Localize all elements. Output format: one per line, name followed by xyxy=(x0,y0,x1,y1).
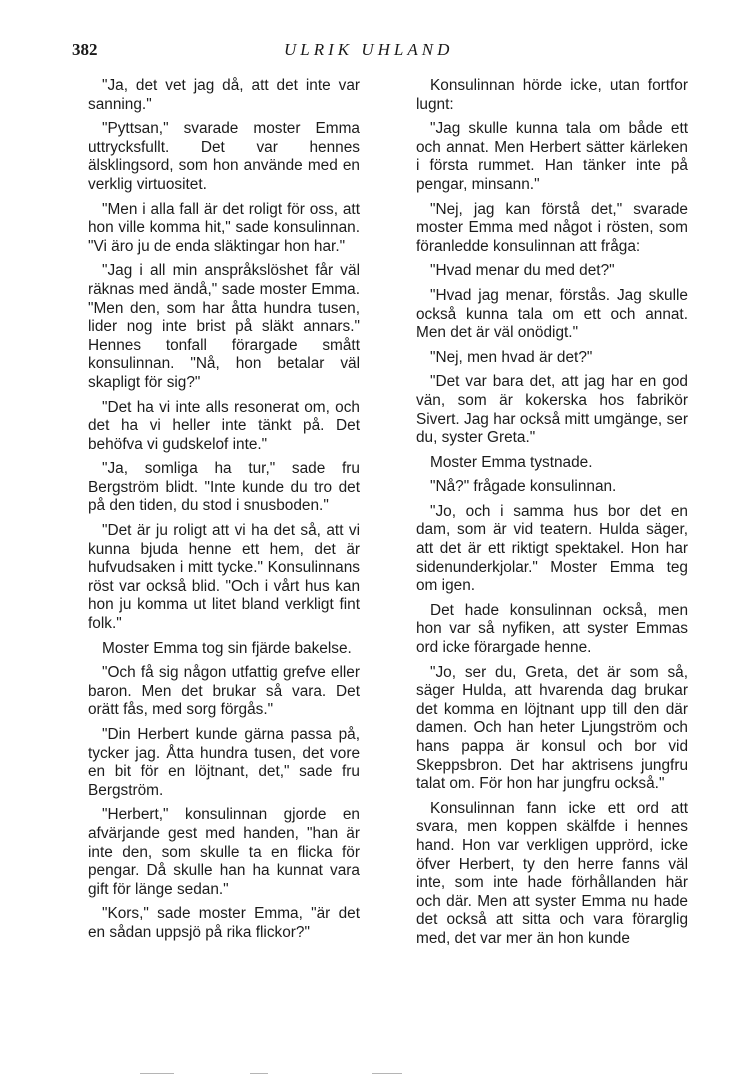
paragraph: "Jo, ser du, Greta, det är som så, säger Hulda, att hvarenda dag brukar det komma en löjtnant upp till den där damen. Och han heter Ljungström och hans pappa är konsul och bor vid Skeppsbron. Det har aktrisens jungfru talat om. För hon har jungfru också." xyxy=(416,663,688,793)
paragraph: "Ja, det vet jag då, att det inte var sanning." xyxy=(88,77,360,113)
paragraph: "Kors," sade moster Emma, "är det en sådan uppsjö på rika flickor?" xyxy=(88,905,360,941)
paragraph: "Jag skulle kunna tala om både ett och annat. Men Herbert sätter kärleken i första rummet. Han tänker inte på pengar, minsann." xyxy=(416,120,688,193)
paragraph: "Jag i all min anspråkslöshet får väl räknas med ändå," sade moster Emma. "Men den, som har åtta hundra tusen, lider nog inte brist på släkt annars." Hennes tonfall förargade smått konsulinnan. "Nå, hon betalar väl skapligt för sig?" xyxy=(88,262,360,391)
paragraph: "Din Herbert kunde gärna passa på, tycker jag. Åtta hundra tusen, det vore en bit för en löjtnant, det," sade fru Bergström. xyxy=(88,726,360,799)
scan-mark xyxy=(250,1073,268,1074)
paragraph: Konsulinnan fann icke ett ord att svara, men koppen skälfde i hennes hand. Hon var verkligen upprörd, icke öfver Herbert, ty den herre fanns väl inte, som inte hade förhållanden här och där. Men att syster Emma nu hade det också att sitta och vara förarglig med, det var mer än hon kunde xyxy=(416,799,688,947)
paragraph: "Hvad menar du med det?" xyxy=(430,262,615,280)
scan-mark xyxy=(140,1073,174,1074)
paragraph: "Nå?" frågade konsulinnan. xyxy=(430,478,617,496)
paragraph: "Hvad jag menar, förstås. Jag skulle också kunna tala om ett och annat. Men det är väl onödigt." xyxy=(416,286,688,342)
running-title: ULRIK UHLAND xyxy=(284,40,454,59)
paragraph: Moster Emma tog sin fjärde bakelse. xyxy=(102,639,352,657)
right-column xyxy=(416,77,688,955)
paragraph: Det hade konsulinnan också, men hon var så nyfiken, att syster Emmas ord icke förargade henne. xyxy=(416,601,688,657)
paragraph: "Nej, jag kan förstå det," svarade moster Emma med något i rösten, som föranledde konsulinnan att fråga: xyxy=(416,200,688,255)
paragraph: "Det var bara det, att jag har en god vän, som är kokerska hos fabrikör Sivert. Jag har också mitt umgänge, ser du, syster Greta." xyxy=(416,373,688,447)
paragraph: "Pyttsan," svarade moster Emma uttrycksfullt. Det var hennes älsklingsord, som hon använde med en verklig virtuositet. xyxy=(88,120,360,193)
page-number: 382 xyxy=(72,40,98,59)
page-header xyxy=(72,40,712,66)
scan-artifact-marks xyxy=(140,1072,440,1076)
paragraph: Konsulinnan hörde icke, utan fortfor lugnt: xyxy=(416,77,688,113)
paragraph: Moster Emma tystnade. xyxy=(430,453,593,471)
scan-mark xyxy=(372,1073,402,1074)
paragraph: "Nej, men hvad är det?" xyxy=(430,348,593,366)
left-column xyxy=(88,77,360,949)
paragraph: "Jo, och i samma hus bor det en dam, som är vid teatern. Hulda säger, att det är ett riktigt spektakel. Hon har sidenunderkjolar." Moster Emma teg om igen. xyxy=(416,502,688,595)
paragraph: "Det ha vi inte alls resonerat om, och det ha vi heller inte tänkt på. Det behöfva vi gudskelof inte." xyxy=(88,398,360,453)
paragraph: "Det är ju roligt att vi ha det så, att vi kunna bjuda henne ett hem, det är hufvudsaken i mitt tycke." Konsulinnans röst var också blid. "Och i vårt hus kan hon ju komma ut litet bland verkligt fint folk." xyxy=(88,522,360,633)
paragraph: "Men i alla fall är det roligt för oss, att hon ville komma hit," sade konsulinnan. "Vi äro ju de enda släktingar hon har." xyxy=(88,200,360,255)
paragraph: "Ja, somliga ha tur," sade fru Bergström blidt. "Inte kunde du tro det på den tiden, du stod i snusboden." xyxy=(88,460,360,515)
paragraph: "Herbert," konsulinnan gjorde en afvärjande gest med handen, "han är inte den, som skulle ta en flicka för pengar. Då skulle han ha kunnat vara gift för länge sedan." xyxy=(88,806,360,898)
paragraph: "Och få sig någon utfattig grefve eller baron. Men det brukar så vara. Det orätt fås, med sorg förgås." xyxy=(88,664,360,719)
